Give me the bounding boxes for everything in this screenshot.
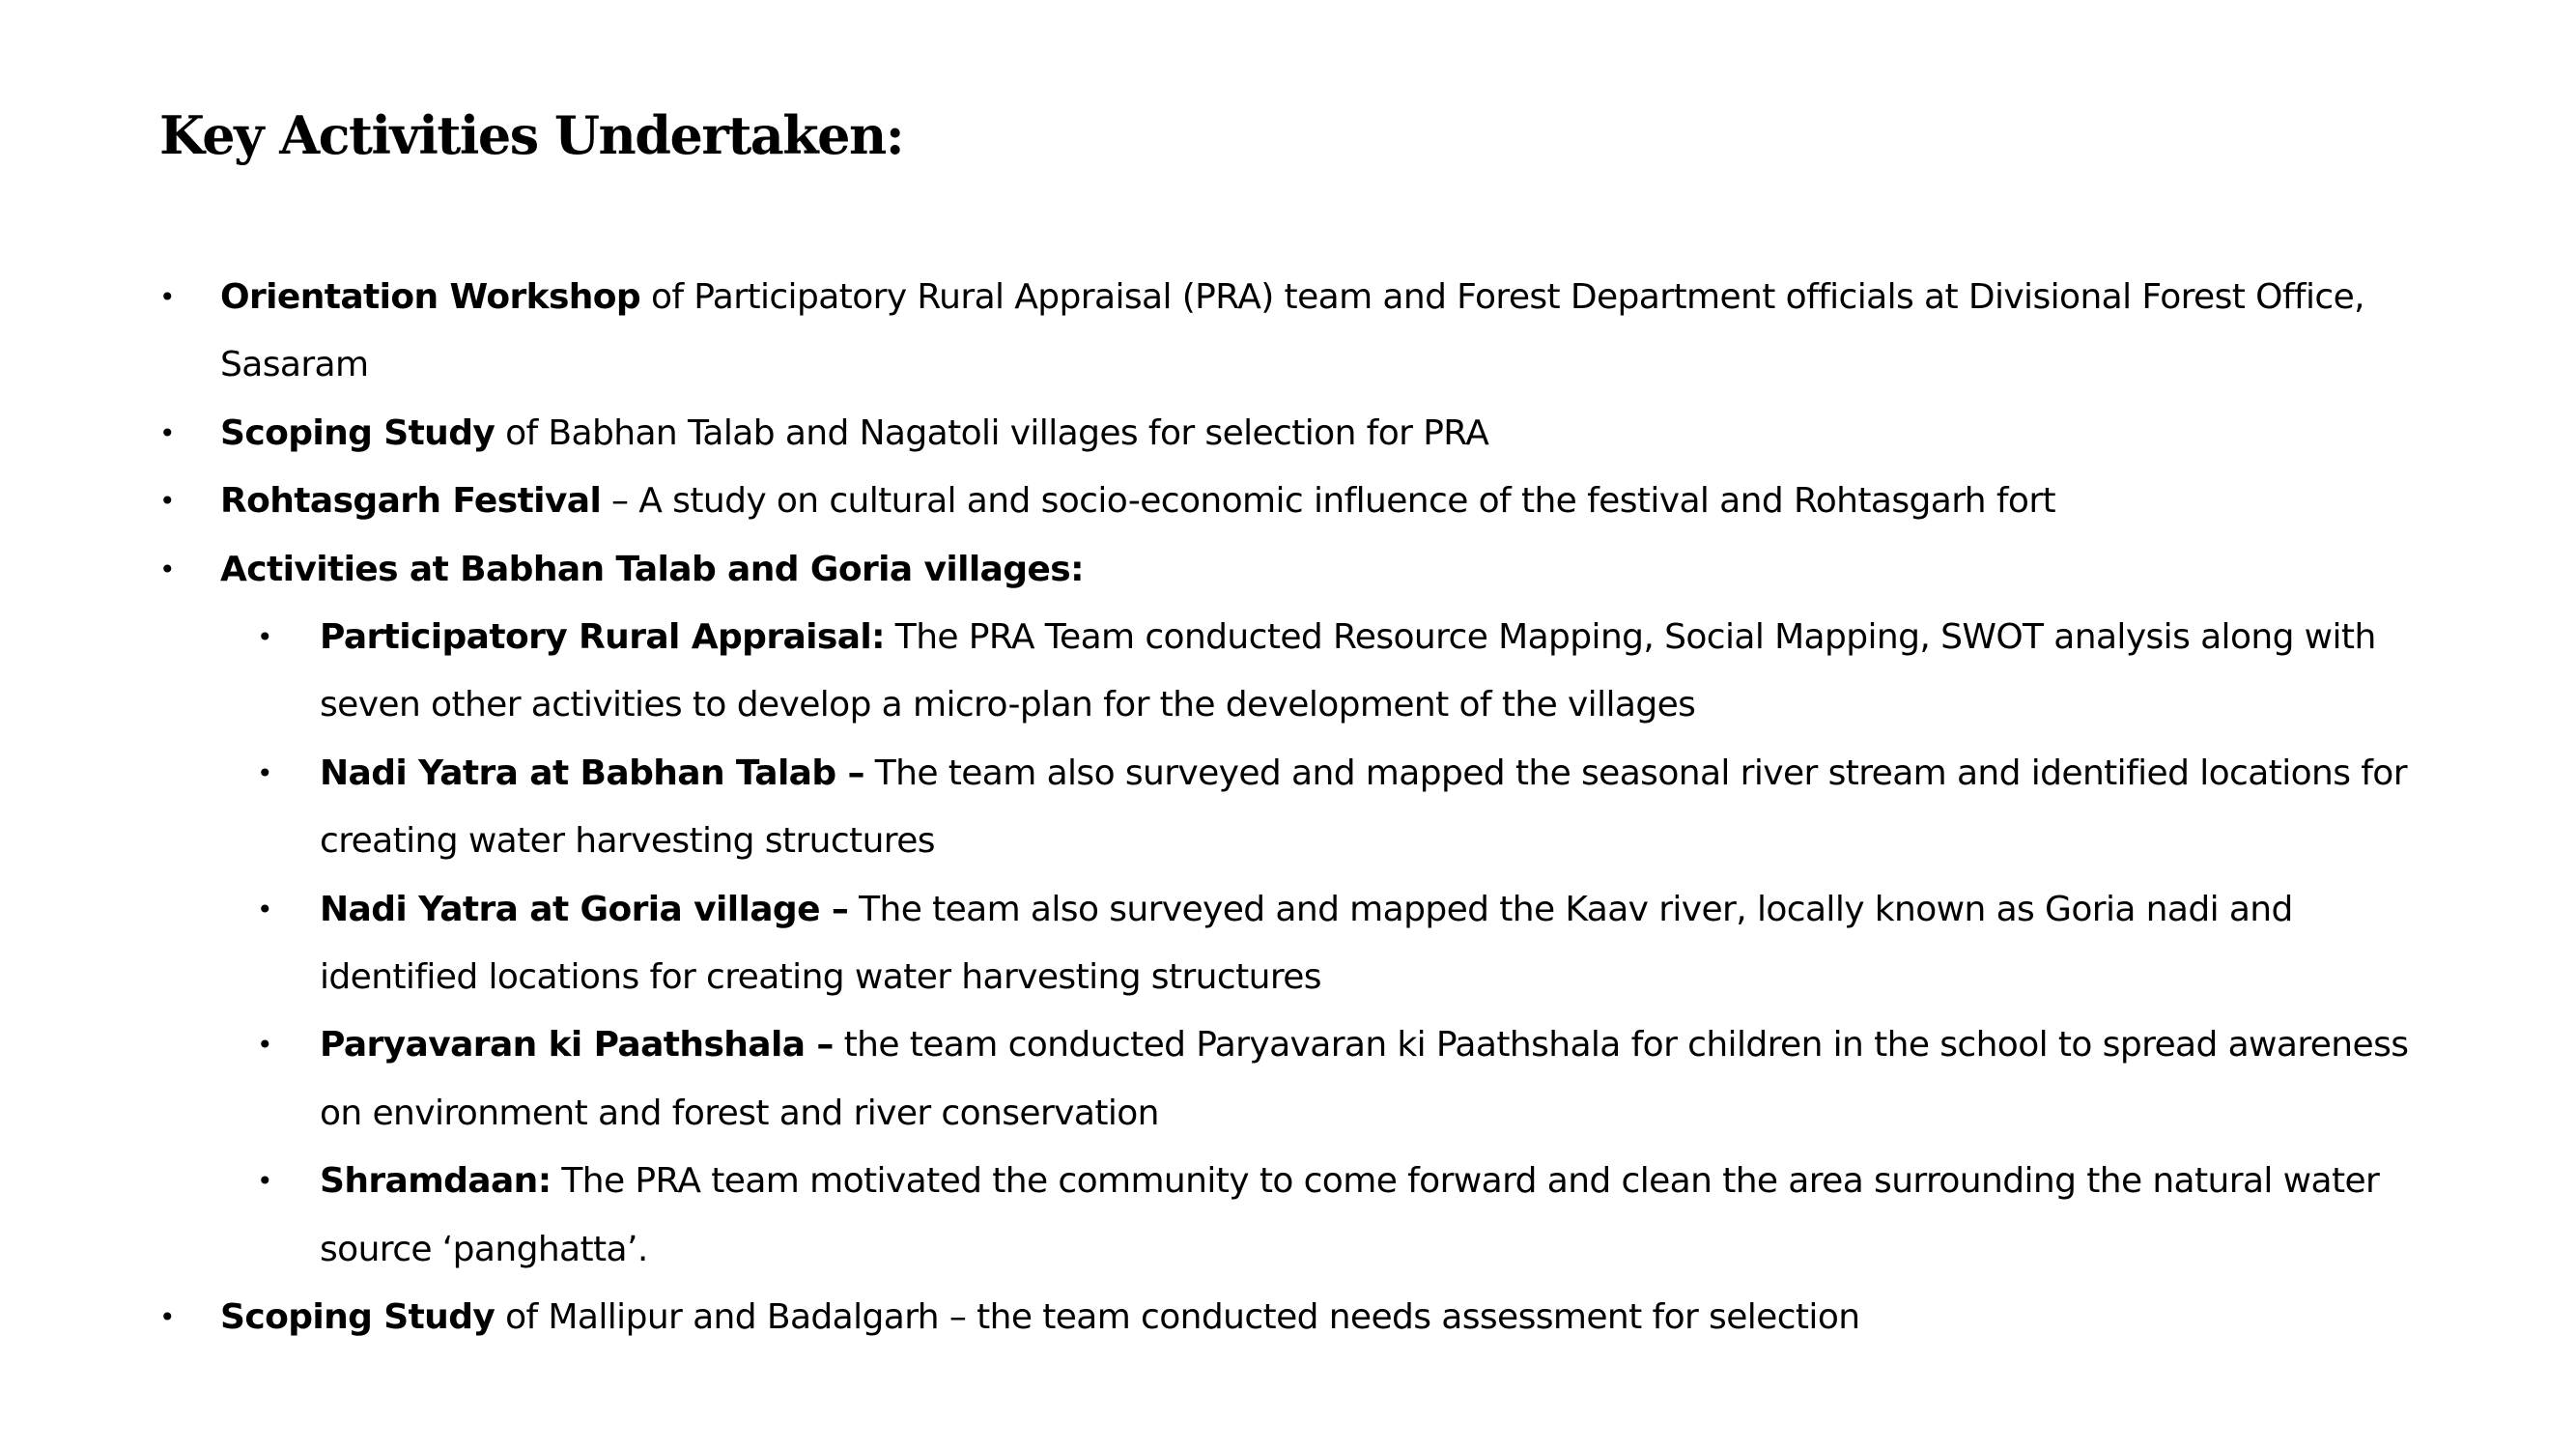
- item-text: The PRA Team conducted Resource Mapping, Social Mapping, SWOT analysis along with seven other activities to develop a micro-plan for the development of the villages: [320, 617, 2376, 725]
- item-heading: Orientation Workshop: [220, 277, 641, 317]
- item-heading: Scoping Study: [220, 1297, 495, 1338]
- page-title: Key Activities Undertaken:: [159, 104, 904, 166]
- item-heading: Activities at Babhan Talab and Goria villages:: [220, 549, 1084, 589]
- bullet-icon: •: [257, 621, 272, 654]
- item-heading: Nadi Yatra at Goria village –: [320, 889, 849, 929]
- bullet-icon: •: [159, 281, 175, 313]
- item-text: – A study on cultural and socio-economic influence of the festival and Rohtasgarh fort: [601, 481, 2056, 522]
- item-heading: Rohtasgarh Festival: [220, 481, 602, 522]
- item-text: The team also surveyed and mapped the seasonal river stream and identified locations for creating water harvesting structures: [320, 753, 2407, 862]
- item-heading: Paryavaran ki Paathshala –: [320, 1025, 834, 1065]
- item-heading: Scoping Study: [220, 412, 495, 453]
- sublist-item-paryavaran-ki-paathshala: [159, 1011, 2439, 1148]
- item-heading: Participatory Rural Appraisal:: [320, 617, 885, 658]
- list-item-rohtasgarh-festival: [159, 468, 2439, 535]
- sublist-item-nadi-yatra-goria: [159, 876, 2439, 1012]
- bullet-icon: •: [257, 756, 272, 789]
- activities-content: [159, 264, 2439, 1352]
- item-text: of Babhan Talab and Nagatoli villages for selection for PRA: [495, 412, 1489, 453]
- item-text: The team also surveyed and mapped the Kaav river, locally known as Goria nadi and identified locations for creating water harvesting structures: [320, 889, 2293, 998]
- item-text: of Mallipur and Badalgarh – the team conducted needs assessment for selection: [495, 1297, 1860, 1338]
- item-heading: Shramdaan:: [320, 1161, 552, 1202]
- list-item-orientation-workshop: [159, 264, 2439, 400]
- list-item-village-activities: [159, 536, 2439, 1284]
- bullet-icon: •: [159, 553, 175, 585]
- bullet-icon: •: [159, 485, 175, 518]
- sublist-item-pra: [159, 604, 2439, 740]
- bullet-icon: •: [257, 893, 272, 925]
- village-activities-sublist: [220, 604, 2439, 1284]
- bullet-icon: •: [159, 416, 175, 449]
- item-text: of Participatory Rural Appraisal (PRA) team and Forest Department officials at Divisional Forest Office, Sasaram: [220, 277, 2364, 385]
- list-item-scoping-study-babhan-talab: [159, 400, 2439, 468]
- item-heading: Nadi Yatra at Babhan Talab –: [320, 753, 864, 793]
- sublist-item-shramdaan: [159, 1148, 2439, 1284]
- item-text: the team conducted Paryavaran ki Paathshala for children in the school to spread awareness on environment and forest and river conservation: [320, 1025, 2409, 1133]
- bullet-icon: •: [159, 1301, 175, 1334]
- bullet-icon: •: [257, 1029, 272, 1062]
- list-item-scoping-study-mallipur: [159, 1284, 2439, 1351]
- item-text: The PRA team motivated the community to come forward and clean the area surrounding the natural water source ‘panghatta’.: [320, 1161, 2380, 1269]
- sublist-item-nadi-yatra-babhan-talab: [159, 740, 2439, 876]
- activities-list: [159, 264, 2439, 1352]
- bullet-icon: •: [257, 1165, 272, 1198]
